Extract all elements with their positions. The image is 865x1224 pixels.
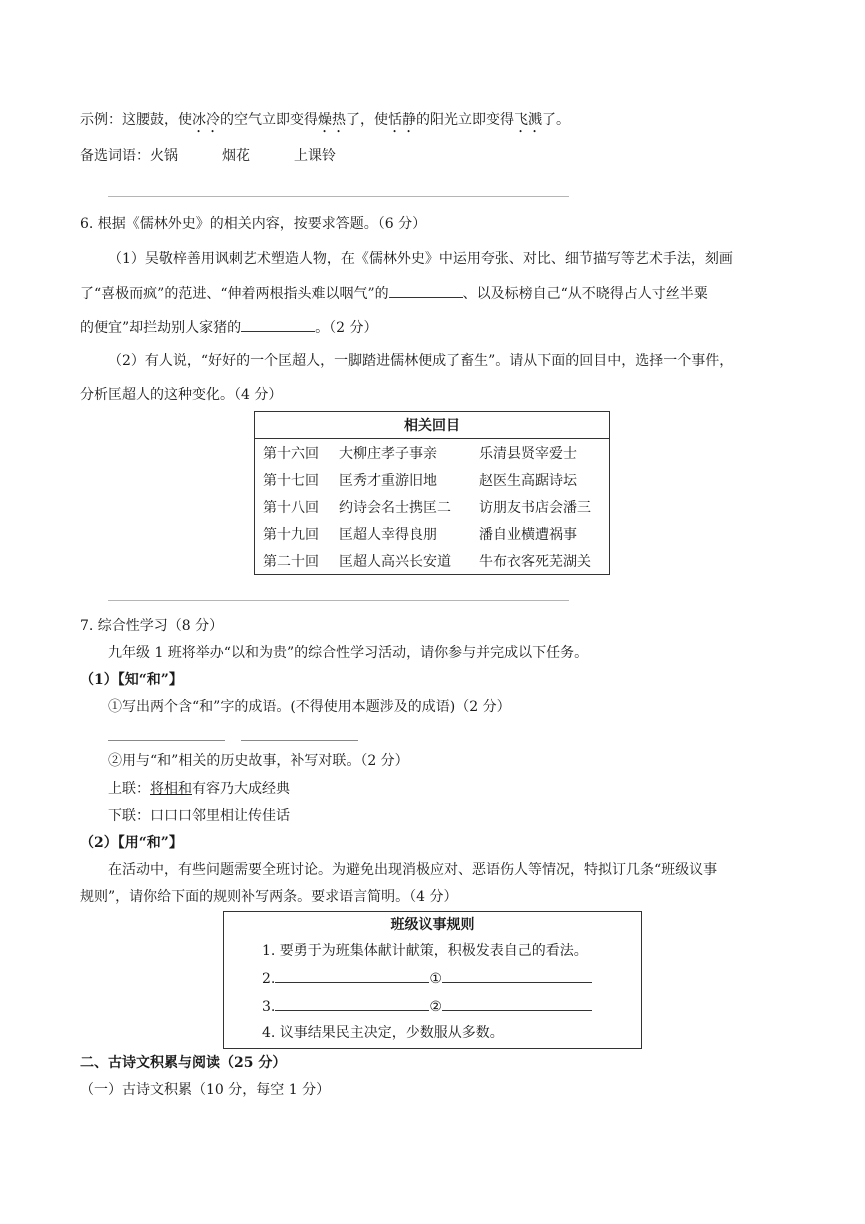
q6-p2-line1: （2）有人说，“好好的一个匡超人，一脚踏进儒林便成了畜生”。请从下面的回目中，选择一个事件， [108,353,734,369]
table-cell: 乐清县贤宰爱士 [479,445,577,462]
q6-heading: 6. 根据《儒林外史》的相关内容，按要求答题。（6 分） [80,216,427,232]
rule-mark: ① [429,971,442,987]
table-cell: 牛布衣客死芜湖关 [479,553,591,570]
table-cell: 第二十回 [263,553,319,570]
answer-line[interactable] [108,740,225,741]
q6-text: 了“喜极而疯”的范进、“伸着两根指头难以咽气”的 [80,286,389,302]
options-label: 备选词语： [80,148,150,164]
table-row [255,493,610,520]
section2-subtitle: （一）古诗文积累（10 分，每空 1 分） [80,1082,331,1098]
example-mid-2: 了，使 [346,112,388,128]
table-cell: 赵医生高踞诗坛 [479,472,577,489]
table-row [255,520,610,547]
table-cell: 匡超人高兴长安道 [339,553,451,570]
table-cell: 匡秀才重游旧地 [339,472,437,489]
q6-text: 的便宜”却拦劫别人家猪的 [80,320,242,336]
rule-number: 3. [262,999,276,1015]
example-word-4: 飞溅 [514,112,542,128]
fill-blank[interactable] [442,996,592,1011]
q6-p1-line3 [80,317,378,338]
q7-section1-title: （1）【知“和”】 [80,672,183,688]
couplet-label: 上联： [108,781,150,797]
example-word-1: 冰冷 [192,112,220,128]
rule-2 [262,968,592,989]
fill-blank[interactable] [389,283,463,298]
example-suffix: 了。 [542,112,570,128]
fill-blank[interactable] [275,996,429,1011]
q7-s2-line1: 在活动中，有些问题需要全班讨论。为避免出现消极应对、恶语伤人等情况，特拟订几条“班级议事 [108,862,718,878]
class-rules-box [223,911,642,1049]
rule-number: 2. [262,971,276,987]
rule-1: 1. 要勇于为班集体献计献策，积极发表自己的看法。 [262,943,588,959]
q6-p1-line1: （1）吴敬梓善用讽刺艺术塑造人物，在《儒林外史》中运用夸张、对比、细节描写等艺术手法，刻画 [108,251,733,267]
table-cell: 潘自业横遭祸事 [479,526,577,543]
q6-text: 、以及标榜自己“从不晓得占人寸丝半粟 [462,286,708,302]
q6-p2-line2: 分析匡超人的这种变化。（4 分） [80,387,283,403]
section2-title: 二、古诗文积累与阅读（25 分） [80,1055,287,1071]
option-item: 上课铃 [294,148,336,164]
table-cell: 约诗会名士携匡二 [339,499,451,516]
table-cell: 访朋友书店会潘三 [479,499,591,516]
example-prefix: 示例：这腰鼓，使 [80,112,192,128]
rule-3 [262,996,592,1017]
table-cell: 第十八回 [263,499,319,516]
answer-line [108,600,569,601]
couplet-upper [108,779,290,799]
example-mid-1: 的空气立即变得 [220,112,318,128]
fill-blank[interactable] [442,968,592,983]
q6-text: 。（2 分） [315,320,378,336]
couplet-text: 有容乃大成经典 [192,781,290,797]
table-row [255,466,610,493]
rule-4: 4. 议事结果民主决定，少数服从多数。 [262,1025,504,1041]
table-cell: 第十六回 [263,445,319,462]
example-sentence [80,110,570,136]
q7-s2-line2: 规则”，请你给下面的规则补写两条。要求语言简明。（4 分） [80,889,458,905]
example-word-2: 燥热 [318,112,346,128]
table-title: 相关回目 [255,412,610,439]
table-row [255,439,610,467]
couplet-lower: 下联：口口口邻里相让传佳话 [108,808,290,824]
table-cell: 第十七回 [263,472,319,489]
fill-blank[interactable] [241,317,315,332]
couplet-highlight: 将相和 [150,781,192,797]
example-word-3: 恬静 [388,112,416,128]
answer-line[interactable] [241,740,358,741]
table-cell: 大柳庄孝子事亲 [339,445,437,462]
word-options [80,146,336,166]
rules-title: 班级议事规则 [390,917,475,933]
q7-s1-question1: ①写出两个含“和”字的成语。(不得使用本题涉及的成语)（2 分） [108,699,511,715]
q6-p1-line2 [80,283,708,304]
answer-line [108,196,569,197]
example-mid-3: 的阳光立即变得 [416,112,514,128]
q7-section2-title: （2）【用“和”】 [80,835,183,851]
table-cell: 第十九回 [263,526,319,543]
q7-heading: 7. 综合性学习（8 分） [80,618,224,634]
rule-mark: ② [429,999,442,1015]
q7-s1-question2: ②用与“和”相关的历史故事，补写对联。（2 分） [108,753,409,769]
fill-blank[interactable] [275,968,429,983]
chapters-table [254,411,610,575]
q7-intro: 九年级 1 班将举办“以和为贵”的综合性学习活动，请你参与并完成以下任务。 [108,645,589,661]
option-item: 烟花 [222,148,250,164]
table-row [255,547,610,575]
table-cell: 匡超人幸得良朋 [339,526,437,543]
option-item: 火锅 [150,148,178,164]
